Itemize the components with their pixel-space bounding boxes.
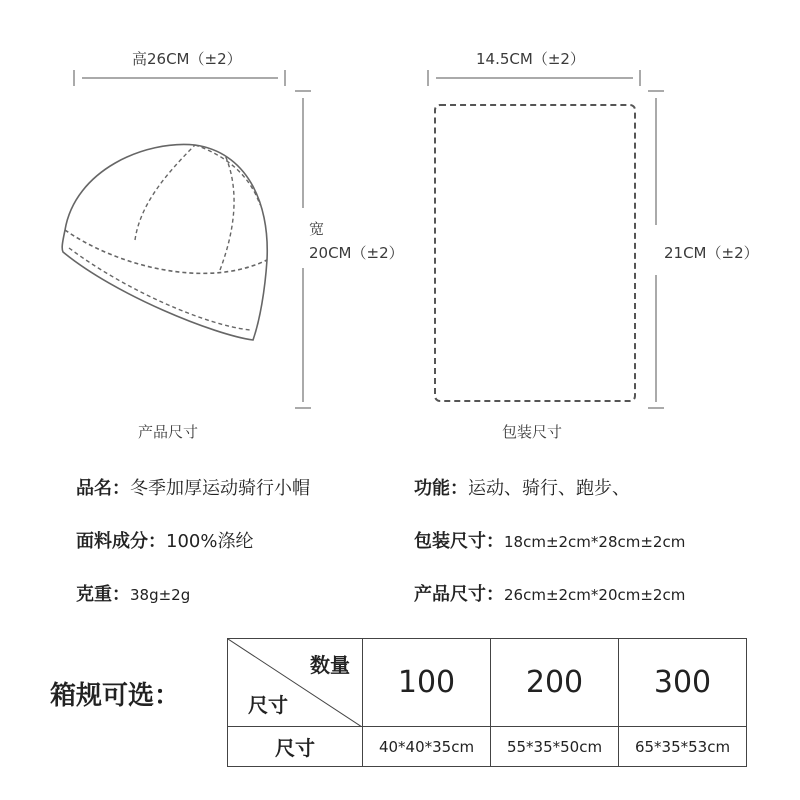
box-size-cell: 55*35*50cm [491,727,619,767]
spec-value: 运动、骑行、跑步、 [468,478,630,499]
box-options-table [227,638,747,767]
spec-value: 26cm±2cm*20cm±2cm [504,586,686,604]
row-size-label: 尺寸 [228,727,363,767]
quantity-cell: 200 [491,639,619,727]
quantity-cell: 300 [619,639,747,727]
table-header-diagonal-cell [228,639,363,727]
spec-key: 包装尺寸： [414,531,504,552]
package-outline [434,104,636,402]
spec-value: 冬季加厚运动骑行小帽 [130,478,310,499]
spec-key: 克重： [76,584,130,605]
box-options-title: 箱规可选： [50,681,181,711]
spec-value: 38g±2g [130,586,191,604]
header-size-label: 尺寸 [248,693,288,717]
spec-weight [76,580,190,606]
spec-value: 100%涤纶 [166,531,254,552]
box-size-cell: 65*35*53cm [619,727,747,767]
product-height-label: 高26CM（±2） [132,50,242,68]
beanie-hat-illustration [55,130,285,350]
product-size-caption: 产品尺寸 [138,423,199,441]
quantity-cell: 100 [363,639,491,727]
spec-material [76,527,253,553]
spec-function [414,474,630,500]
package-height-label: 21CM（±2） [664,244,759,262]
product-width-label-1: 宽 [309,220,325,238]
product-width-label-2: 20CM（±2） [309,244,404,262]
spec-key: 产品尺寸： [414,584,504,605]
package-width-label: 14.5CM（±2） [476,50,585,68]
spec-package-size [414,527,685,553]
spec-value: 18cm±2cm*28cm±2cm [504,533,686,551]
header-quantity-label: 数量 [310,653,350,677]
spec-product-size [414,580,685,606]
spec-key: 功能： [414,478,468,499]
package-size-caption: 包装尺寸 [502,423,563,441]
spec-key: 品名： [76,478,130,499]
box-size-cell: 40*40*35cm [363,727,491,767]
spec-key: 面料成分： [76,531,166,552]
spec-product-name [76,474,310,500]
